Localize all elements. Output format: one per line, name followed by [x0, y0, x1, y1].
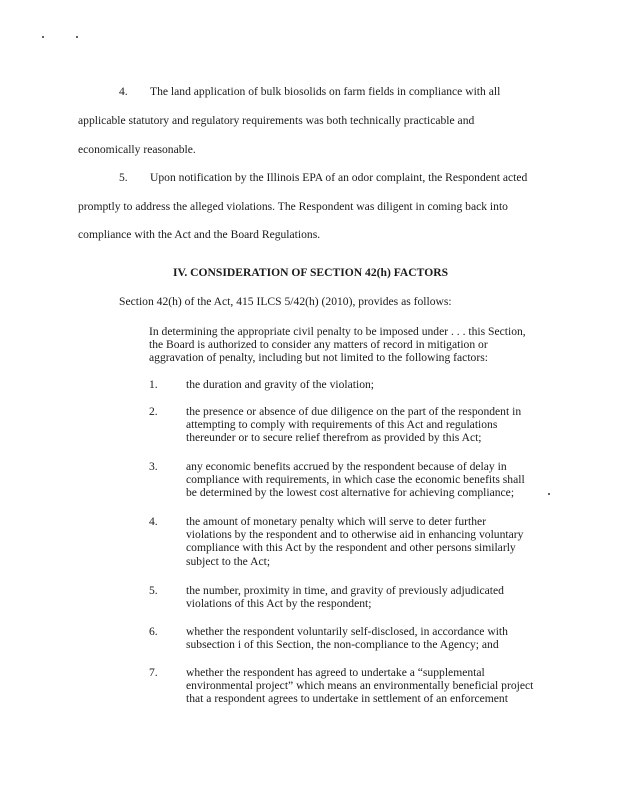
factor-line: violations of this Act by the respondent;: [186, 597, 372, 610]
factor-line: that a respondent agrees to undertake in settlement of an enforcement: [186, 692, 508, 705]
paragraph-line: The land application of bulk biosolids on farm fields in compliance with all: [150, 85, 501, 98]
factor-number: 7.: [149, 666, 158, 679]
factor-line: the duration and gravity of the violation;: [186, 378, 375, 391]
factor-line: subsection i of this Section, the non-compliance to the Agency; and: [186, 638, 499, 651]
intro-line: Section 42(h) of the Act, 415 ILCS 5/42(h) (2010), provides as follows:: [119, 295, 452, 308]
factor-line: violations by the respondent and to otherwise aid in enhancing voluntary: [186, 528, 524, 541]
factor-number: 2.: [149, 405, 158, 418]
factor-line: any economic benefits accrued by the respondent because of delay in: [186, 460, 507, 473]
scan-speck: [42, 36, 44, 38]
paragraph-line: Upon notification by the Illinois EPA of an odor complaint, the Respondent acted: [150, 171, 528, 184]
factor-line: compliance with requirements, in which case the economic benefits shall: [186, 473, 525, 486]
factor-line: environmental project” which means an environmentally beneficial project: [186, 679, 534, 692]
factor-number: 3.: [149, 460, 158, 473]
factor-line: attempting to comply with requirements of this Act and regulations: [186, 418, 498, 431]
factor-line: the amount of monetary penalty which will serve to deter further: [186, 515, 487, 528]
scan-speck: [76, 36, 78, 38]
factor-number: 5.: [149, 584, 158, 597]
factor-number: 1.: [149, 378, 158, 391]
paragraph-line: economically reasonable.: [78, 143, 196, 156]
factor-number: 4.: [149, 515, 158, 528]
paragraph-number: 4.: [119, 85, 128, 98]
factor-number: 6.: [149, 625, 158, 638]
section-heading: IV. CONSIDERATION OF SECTION 42(h) FACTORS: [172, 266, 449, 279]
quote-line: aggravation of penalty, including but not limited to the following factors:: [149, 351, 488, 364]
scan-speck: [548, 493, 550, 495]
factor-line: thereunder or to secure relief therefrom as provided by this Act;: [186, 431, 482, 444]
factor-line: be determined by the lowest cost alternative for achieving compliance;: [186, 486, 515, 499]
factor-line: the presence or absence of due diligence on the part of the respondent in: [186, 405, 522, 418]
paragraph-line: applicable statutory and regulatory requirements was both technically practicable and: [78, 114, 475, 127]
paragraph-line: compliance with the Act and the Board Regulations.: [78, 228, 321, 241]
factor-line: whether the respondent voluntarily self-disclosed, in accordance with: [186, 625, 508, 638]
quote-line: In determining the appropriate civil penalty to be imposed under . . . this Section,: [149, 325, 526, 338]
factor-line: subject to the Act;: [186, 555, 271, 568]
factor-line: the number, proximity in time, and gravity of previously adjudicated: [186, 584, 504, 597]
paragraph-number: 5.: [119, 171, 128, 184]
factor-line: compliance with this Act by the respondent and other persons similarly: [186, 541, 516, 554]
paragraph-line: promptly to address the alleged violations. The Respondent was diligent in coming back into: [78, 200, 508, 213]
quote-line: the Board is authorized to consider any matters of record in mitigation or: [149, 338, 488, 351]
factor-line: whether the respondent has agreed to undertake a “supplemental: [186, 666, 485, 679]
